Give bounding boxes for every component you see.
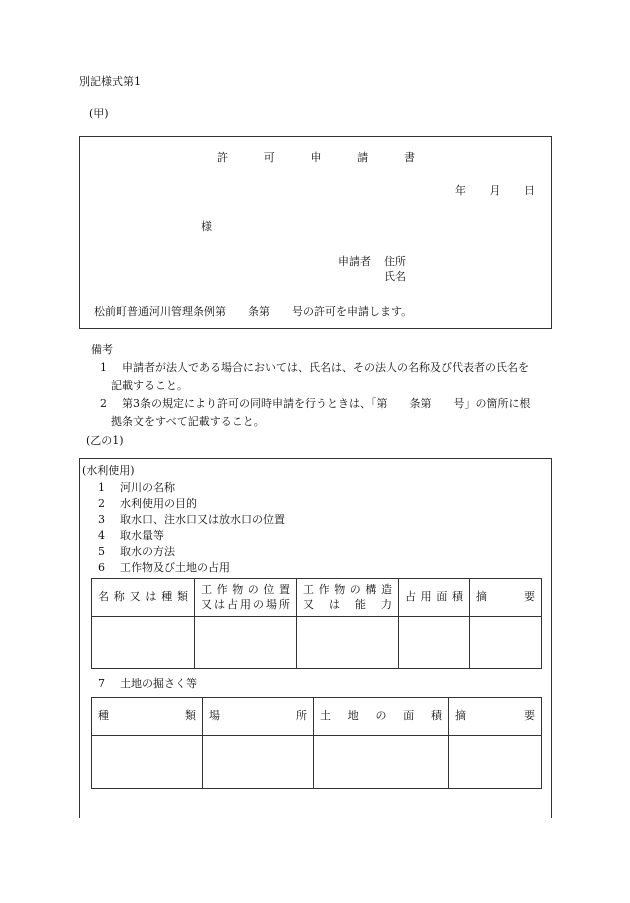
header-char: 又 [201, 598, 212, 611]
header-char: 構 [365, 582, 377, 596]
item-text: 水利使用の目的 [120, 497, 197, 510]
water-use-item [98, 677, 197, 691]
item-number: 5 [98, 545, 105, 558]
header-char: 能 [355, 598, 366, 611]
header-char: 積 [431, 709, 442, 723]
table-cell-empty[interactable] [92, 617, 195, 669]
header-char: の [253, 598, 264, 611]
remark-text: 第3条の規定により許可の同時申請を行うときは、「第 条第 号」の箇所に根 [122, 397, 531, 410]
header-char: 面 [436, 590, 448, 604]
table-cell-empty[interactable] [449, 736, 542, 789]
date-day: 日 [524, 184, 535, 197]
header-char: 場 [209, 709, 220, 723]
header-char: 所 [296, 709, 307, 723]
name-label: 氏名 [384, 270, 406, 283]
form-label: 別記様式第1 [79, 75, 141, 88]
item-text: 取水口、注水口又は放水口の位置 [120, 513, 285, 526]
water-use-heading: (水利使用) [82, 464, 135, 477]
header-char: は [329, 598, 340, 611]
remark-continuation: 拠条文をすべて記載すること。 [111, 415, 265, 428]
title-char: 書 [404, 151, 415, 164]
header-char: は [214, 598, 225, 611]
applicant-label: 申請者 [338, 255, 371, 268]
header-char: 要 [524, 709, 535, 723]
header-char: は [145, 590, 157, 604]
header-char: 工 [303, 582, 314, 596]
section-kou-label: (甲) [89, 107, 109, 120]
table-cell-empty[interactable] [314, 736, 449, 789]
header-cell-type [92, 698, 203, 736]
header-cell-structure [297, 579, 399, 617]
header-cell-area [399, 579, 470, 617]
header-char: 力 [381, 598, 392, 611]
header-char: 置 [278, 582, 290, 596]
remarks-heading: 備考 [91, 343, 113, 356]
header-char: 名 [98, 590, 109, 604]
table-header-row [92, 698, 542, 736]
item-text: 河川の名称 [120, 481, 175, 494]
header-char: 種 [98, 709, 109, 723]
header-char: 用 [240, 598, 251, 611]
date-line [455, 184, 535, 198]
addressee-sama: 様 [201, 220, 212, 233]
water-use-item [98, 513, 285, 527]
header-char: 位 [263, 582, 275, 596]
header-char: 占 [405, 590, 416, 604]
structure-table [91, 578, 542, 669]
item-number: 2 [98, 497, 105, 510]
header-char: 称 [113, 590, 125, 604]
header-char: 積 [451, 590, 463, 604]
item-number: 1 [98, 481, 105, 494]
table-row [92, 617, 542, 669]
header-char: 物 [232, 582, 244, 596]
header-cell-remarks [449, 698, 542, 736]
header-char: 場 [266, 598, 277, 611]
header-cell-location [195, 579, 297, 617]
header-char: 所 [279, 598, 290, 611]
item-text: 土地の掘さく等 [120, 677, 197, 690]
water-use-box [79, 458, 552, 818]
date-year: 年 [455, 184, 466, 197]
header-char: 地 [347, 709, 359, 723]
header-char: 土 [320, 709, 331, 723]
water-use-item [98, 545, 175, 559]
section-otsu-label: (乙の1) [86, 434, 124, 447]
item-number: 3 [98, 513, 105, 526]
header-char: 類 [185, 709, 196, 723]
header-char: 面 [403, 709, 415, 723]
header-char: 要 [524, 590, 535, 604]
item-text: 取水の方法 [120, 545, 175, 558]
water-use-item [98, 561, 230, 575]
header-char: 用 [420, 590, 432, 604]
header-char: 物 [334, 582, 346, 596]
item-number: 4 [98, 529, 105, 542]
header-char: 占 [227, 598, 238, 611]
table-cell-empty[interactable] [195, 617, 297, 669]
application-statement: 松前町普通河川管理条例第 条第 号の許可を申請します。 [94, 305, 413, 318]
application-box [79, 136, 552, 329]
header-char: 又 [129, 590, 141, 604]
header-char: の [247, 582, 259, 596]
header-char: 種 [161, 590, 173, 604]
header-cell-place [203, 698, 314, 736]
table-header-row [92, 579, 542, 617]
header-cell-remarks [470, 579, 542, 617]
table-row [92, 736, 542, 789]
water-use-item [98, 529, 164, 543]
remark-continuation: 記載すること。 [111, 379, 188, 392]
item-text: 工作物及び土地の占用 [120, 561, 230, 574]
application-title [217, 151, 415, 165]
remark-text: 申請者が法人である場合においては、氏名は、その法人の名称及び代表者の氏名を [122, 361, 529, 374]
header-char: 作 [216, 582, 228, 596]
header-char: 摘 [455, 709, 466, 723]
header-char: の [349, 582, 361, 596]
header-char: 作 [318, 582, 330, 596]
date-month: 月 [489, 184, 501, 197]
header-char: 造 [380, 582, 392, 596]
remark-item [100, 397, 531, 411]
remark-number: 1 [100, 361, 107, 374]
header-char: 工 [201, 582, 212, 596]
header-cell-name-type [92, 579, 195, 617]
remark-number: 2 [100, 397, 107, 410]
table-cell-empty[interactable] [92, 736, 203, 789]
water-use-item [98, 497, 197, 511]
header-char: の [375, 709, 387, 723]
header-char: 類 [176, 590, 188, 604]
table-cell-empty[interactable] [399, 617, 470, 669]
table-cell-empty[interactable] [297, 617, 399, 669]
header-char: 摘 [476, 590, 487, 604]
remark-item [100, 361, 529, 375]
title-char: 請 [357, 151, 369, 164]
water-use-item [98, 481, 175, 495]
table-cell-empty[interactable] [470, 617, 542, 669]
title-char: 申 [310, 151, 322, 164]
table-cell-empty[interactable] [203, 736, 314, 789]
item-number: 7 [98, 677, 105, 690]
item-text: 取水量等 [120, 529, 164, 542]
address-label: 住所 [384, 255, 406, 268]
title-char: 許 [217, 151, 228, 164]
header-cell-land-area [314, 698, 449, 736]
title-char: 可 [263, 151, 275, 164]
excavation-table [91, 697, 542, 789]
header-char: 又 [303, 598, 314, 611]
item-number: 6 [98, 561, 105, 574]
